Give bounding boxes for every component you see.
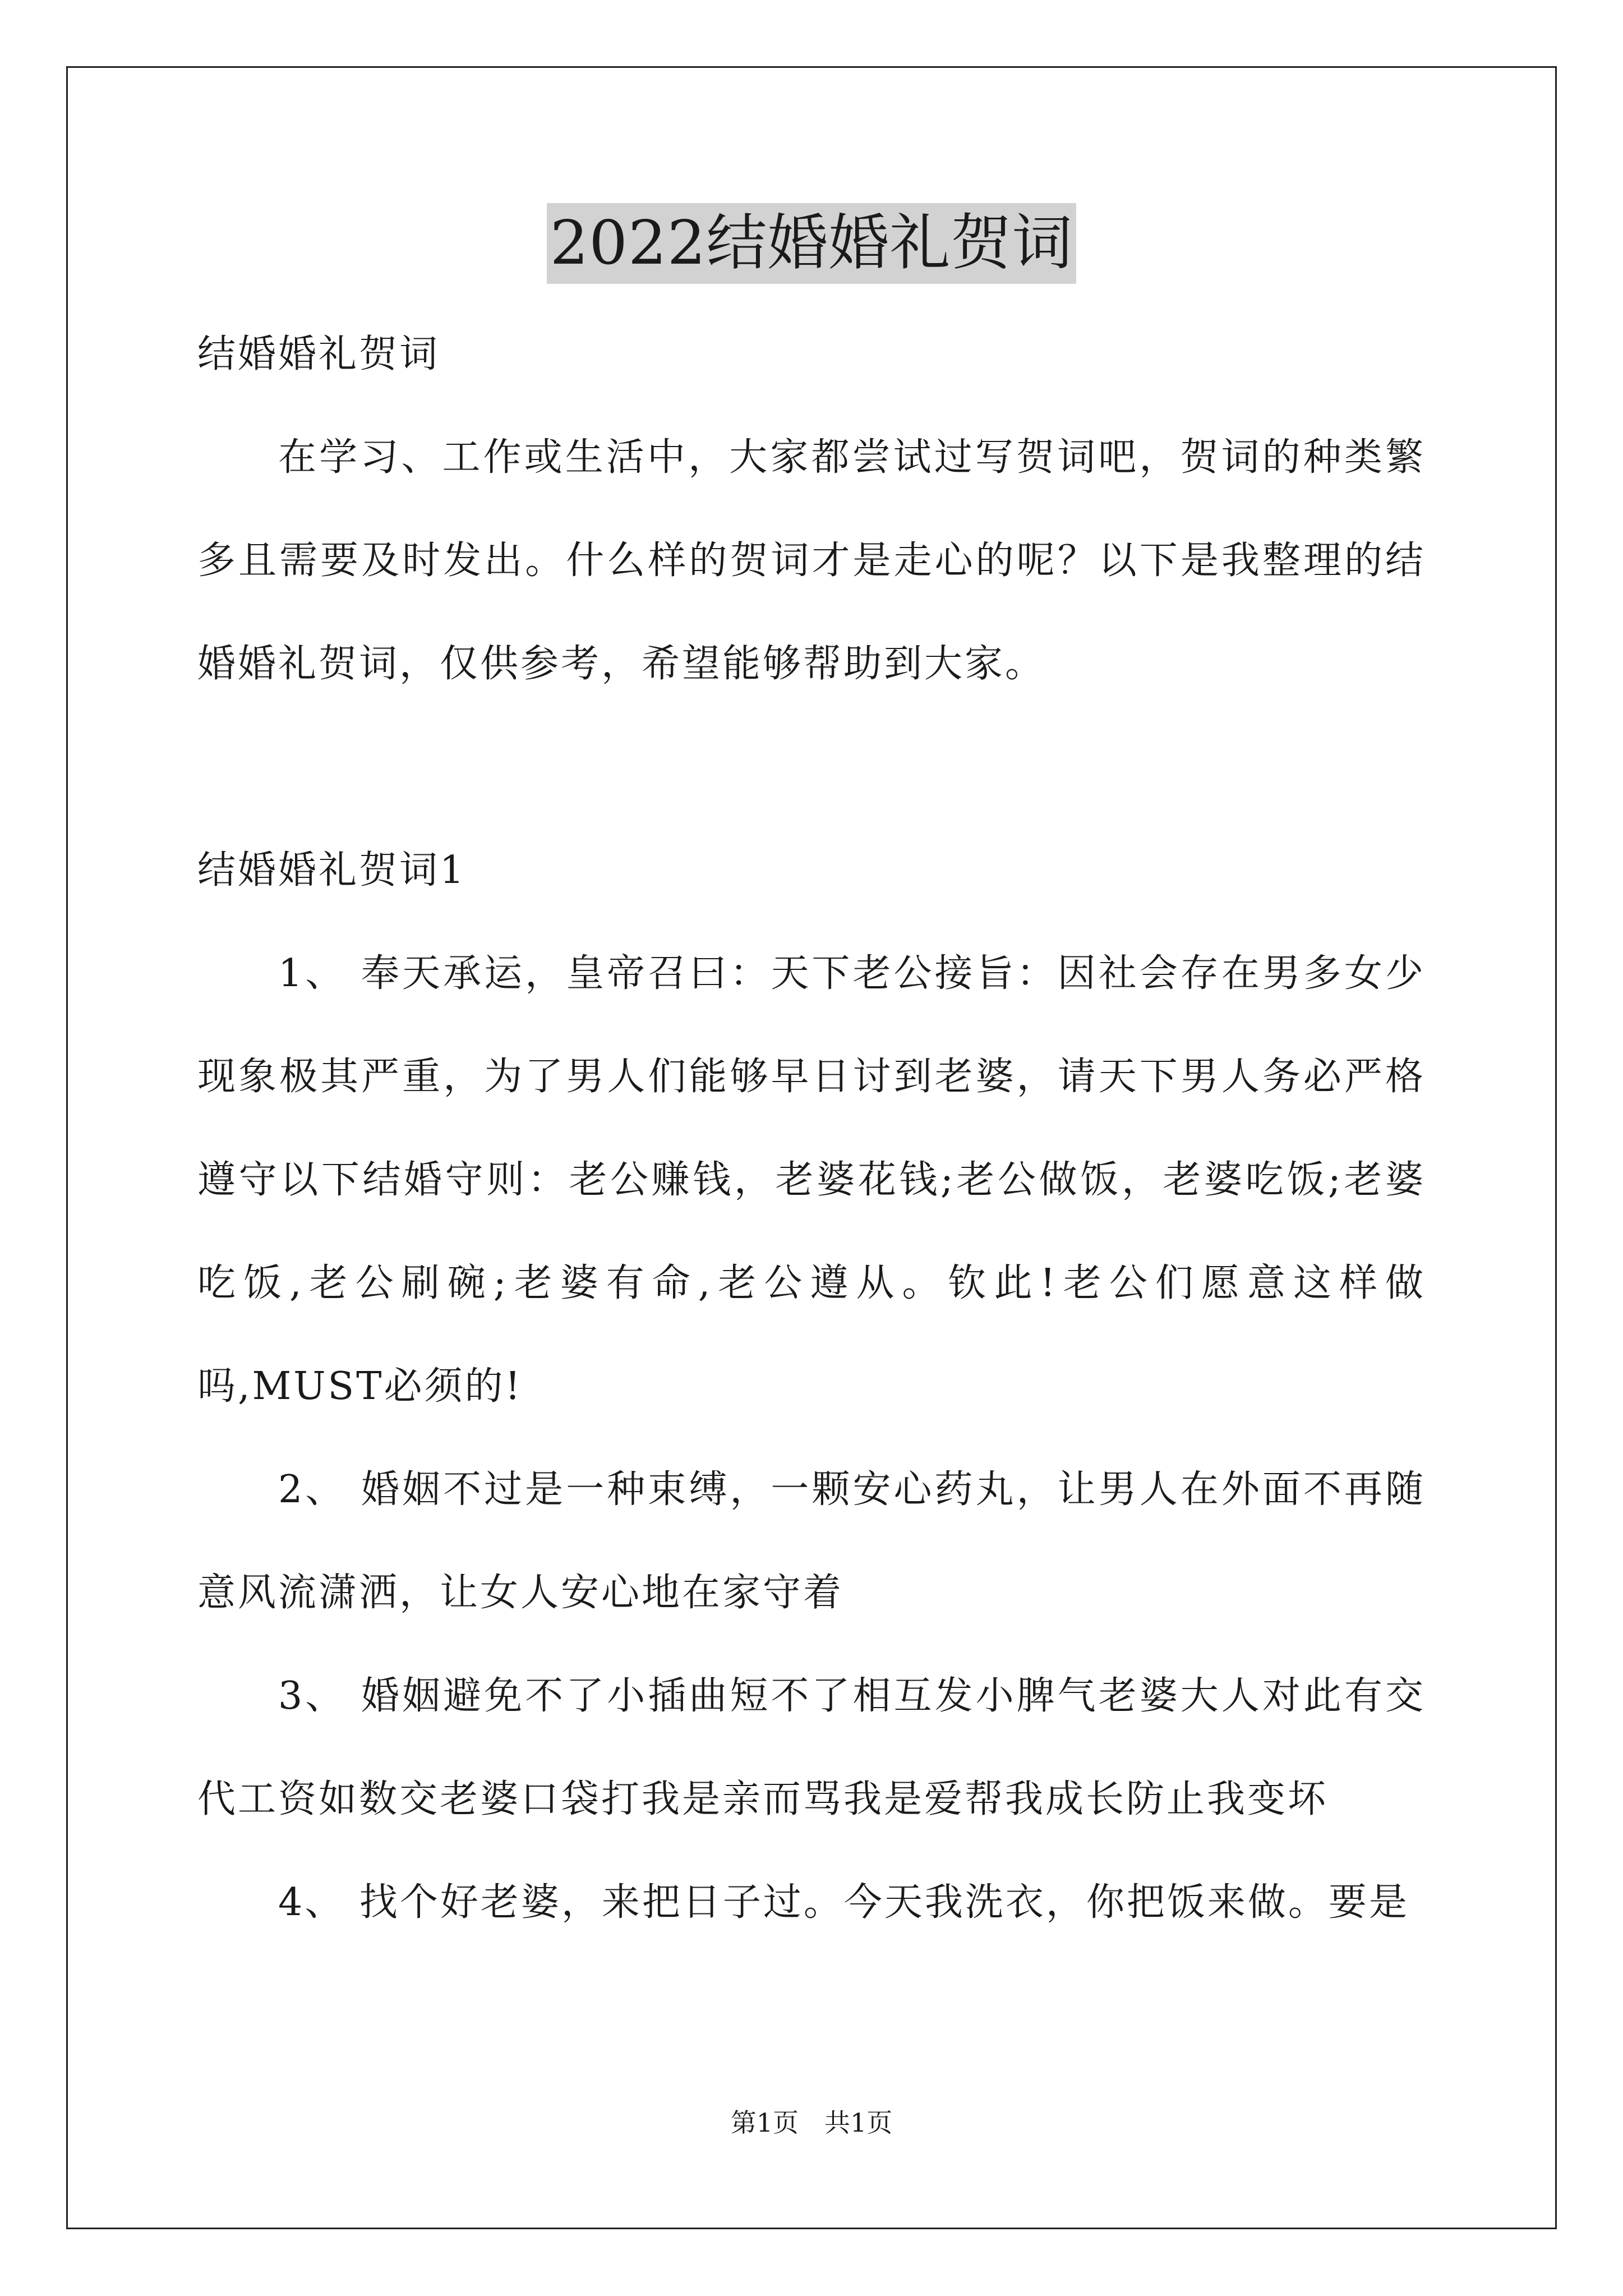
blank-line bbox=[197, 716, 1426, 819]
intro-paragraph: 在学习、工作或生活中，大家都尝试过写贺词吧，贺词的种类繁多且需要及时发出。什么样的贺词才是走心的呢？以下是我整理的结婚婚礼贺词，仅供参考，希望能够帮助到大家。 bbox=[197, 435, 1426, 686]
page-number: 第1页 共1页 bbox=[730, 2108, 893, 2138]
list-item: 4、 找个好老婆，来把日子过。今天我洗衣，你把饭来做。要是 bbox=[278, 1880, 1409, 1925]
document-subtitle: 结婚婚礼贺词 bbox=[197, 332, 440, 376]
document-title: 2022结婚婚礼贺词 bbox=[547, 203, 1077, 284]
list-item: 3、 婚姻避免不了小插曲短不了相互发小脾气老婆大人对此有交代工资如数交老婆口袋打我是亲而骂我是爱帮我成长防止我变坏 bbox=[197, 1674, 1426, 1821]
section-heading: 结婚婚礼贺词1 bbox=[197, 848, 467, 892]
title-container bbox=[0, 203, 1623, 284]
document-body bbox=[197, 303, 1426, 1954]
list-item: 2、 婚姻不过是一种束缚，一颗安心药丸，让男人在外面不再随意风流潇洒，让女人安心地在家守着 bbox=[197, 1467, 1426, 1615]
list-item: 1、 奉天承运，皇帝召曰：天下老公接旨：因社会存在男多女少现象极其严重，为了男人们能够早日讨到老婆，请天下男人务必严格遵守以下结婚守则：老公赚钱，老婆花钱;老公做饭，老婆吃饭;老婆吃饭,老公刷碗;老婆有命,老公遵从。钦此!老公们愿意这样做吗,MUST必须的! bbox=[197, 951, 1426, 1409]
page-footer bbox=[0, 2106, 1623, 2139]
